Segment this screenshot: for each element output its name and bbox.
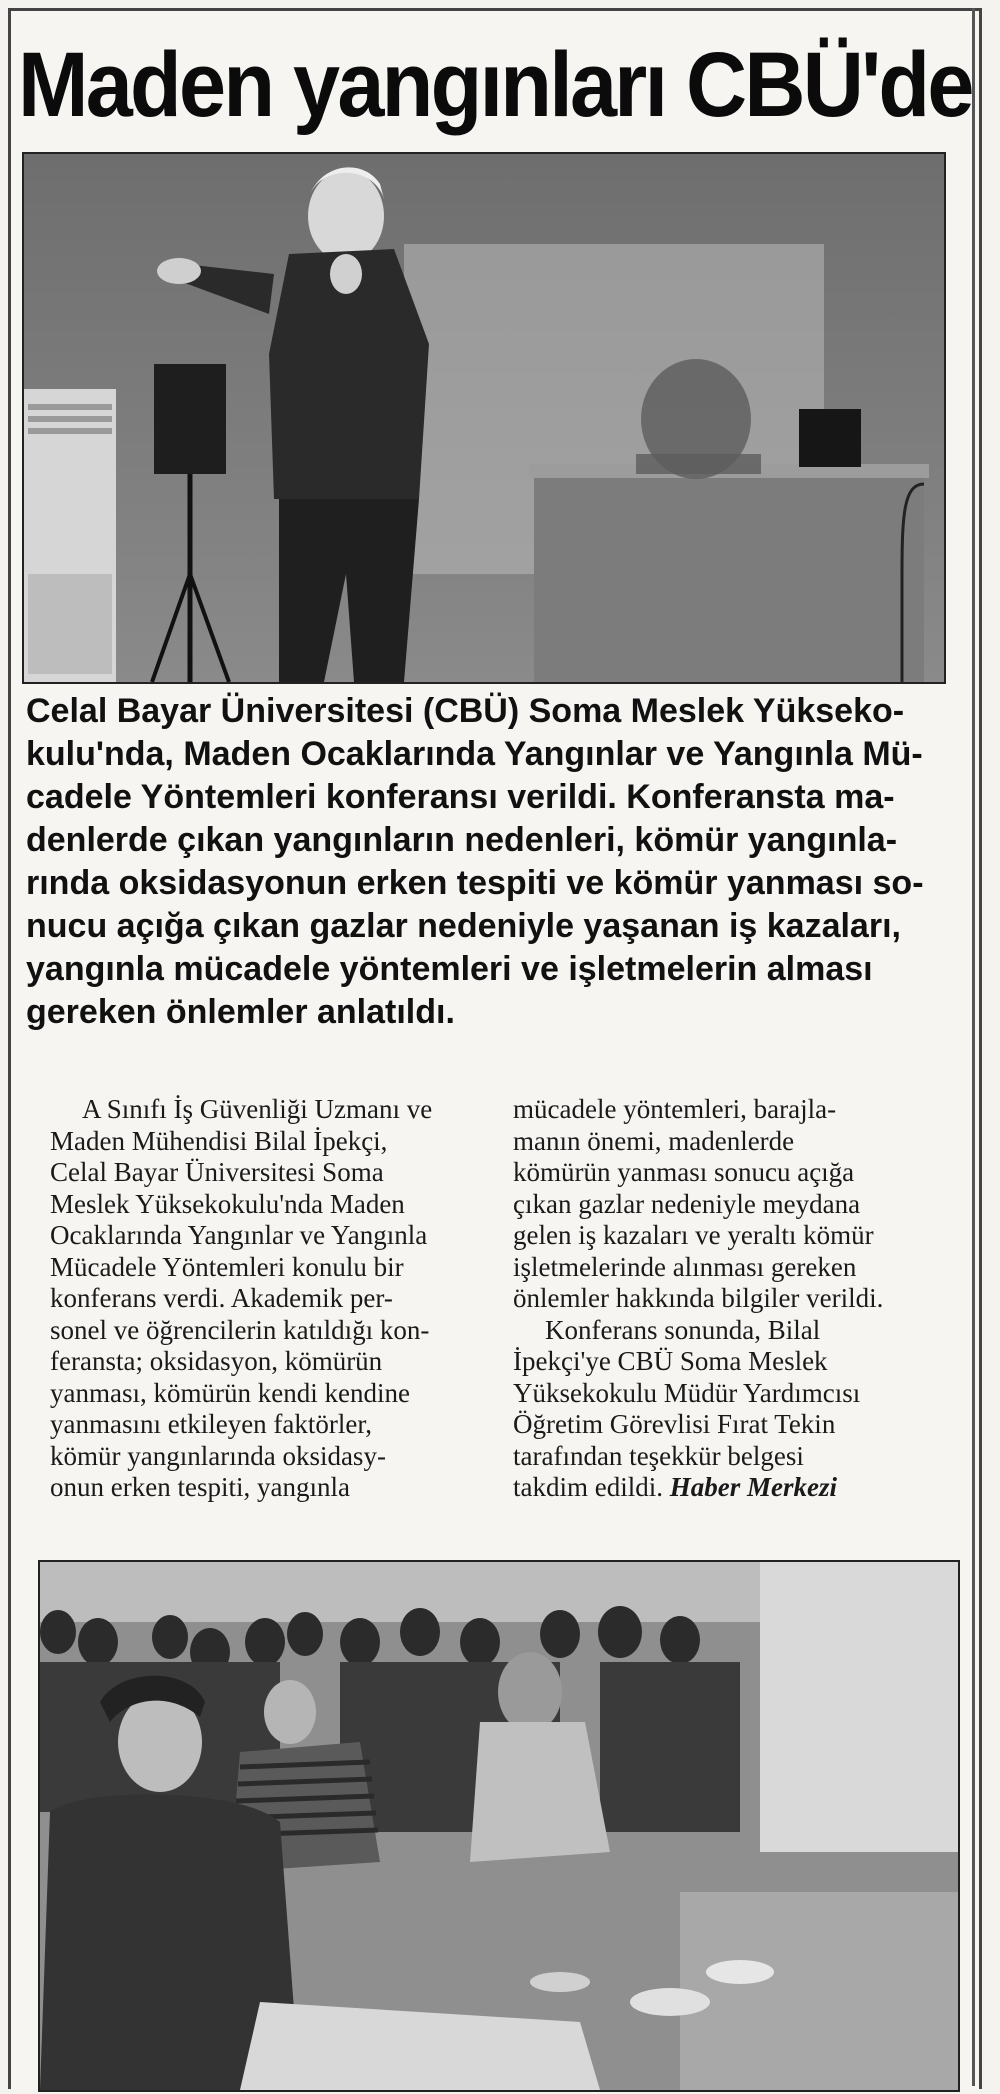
body-column-left [50,1094,510,1504]
lead-line: rında oksidasyonun erken tespiti ve kömür yanması so- [26,864,924,902]
body-line: A Sınıfı İş Güvenliği Uzmanı ve [82,1094,433,1124]
body-line: kömür yangınlarında oksidasy- [50,1440,386,1471]
body-line: işletmelerinde alınması gereken [513,1251,857,1282]
speaker-photo [22,152,946,684]
body-line: Yüksekokulu Müdür Yardımcısı [513,1377,861,1408]
lead-line: cadele Yöntemleri konferansı verildi. Konferansta ma- [26,778,895,816]
body-line: yanmasını etkileyen faktörler, [50,1409,373,1439]
lead-paragraph [26,690,956,1034]
body-column-right [513,1094,953,1504]
body-line: Meslek Yüksekokulu'nda Maden [50,1188,405,1219]
body-line: sonel ve öğrencilerin katıldığı kon- [50,1314,430,1345]
body-line: konferans verdi. Akademik per- [50,1283,393,1313]
column-rule [972,8,975,2086]
body-line: tarafından teşekkür belgesi [513,1440,804,1471]
body-line: Ocaklarında Yangınlar ve Yangınla [50,1220,428,1250]
body-line: gelen iş kazaları ve yeraltı kömür [513,1220,874,1250]
body-line: feransta; oksidasyon, kömürün [50,1346,383,1376]
lead-line: kulu'nda, Maden Ocaklarında Yangınlar ve Yangınla Mü- [26,735,923,773]
lead-line: yangınla mücadele yöntemleri ve işletmelerin alması [26,950,873,988]
headline: Maden yangınları CBÜ'de [18,34,972,136]
body-line: onun erken tespiti, yangınla [50,1472,350,1502]
body-line: kömürün yanması sonucu açığa [513,1157,855,1187]
lead-line: nucu açığa çıkan gazlar nedeniyle yaşanan iş kazaları, [26,907,901,945]
body-line: Mücadele Yöntemleri konulu bir [50,1251,404,1282]
lead-line: Celal Bayar Üniversitesi (CBÜ) Soma Meslek Yükseko- [26,692,905,730]
body-line: çıkan gazlar nedeniyle meydana [513,1188,861,1219]
audience-photo [38,1560,960,2092]
lead-line: gereken önlemler anlatıldı. [26,993,455,1031]
body-final-line [513,1472,953,1504]
body-line: manın önemi, madenlerde [513,1125,795,1156]
lead-line: denlerde çıkan yangınların nedenleri, kömür yangınla- [26,821,898,859]
body-line: Maden Mühendisi Bilal İpekçi, [50,1125,388,1156]
byline: Haber Merkezi [669,1472,837,1502]
body-line: Konferans sonunda, Bilal [545,1314,821,1345]
body-line: mücadele yöntemleri, barajla- [513,1094,837,1124]
body-line: Öğretim Görevlisi Fırat Tekin [513,1409,836,1439]
body-line: yanması, kömürün kendi kendine [50,1377,410,1408]
body-line: Celal Bayar Üniversitesi Soma [50,1157,384,1187]
body-line: İpekçi'ye CBÜ Soma Meslek [513,1346,828,1376]
body-line: önlemler hakkında bilgiler verildi. [513,1283,884,1313]
final-text: takdim edildi. [513,1472,663,1502]
